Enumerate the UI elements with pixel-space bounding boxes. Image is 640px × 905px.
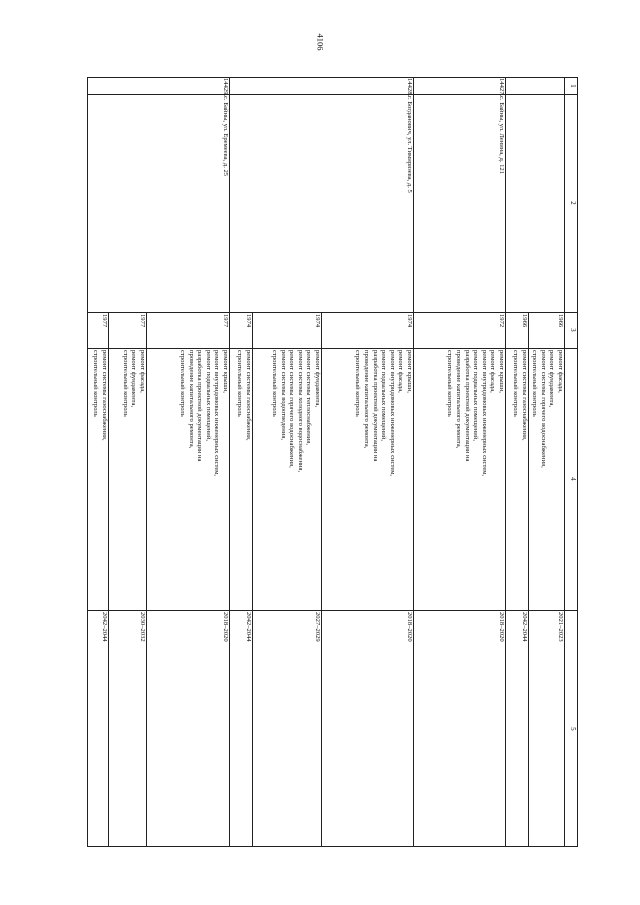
header-col-3: 3 bbox=[569, 328, 576, 332]
row-period: 2027–2029 bbox=[314, 612, 321, 642]
row-year: 1977 bbox=[101, 314, 108, 328]
row-works: ремонт системы газоснабжения, строительный контроль bbox=[92, 350, 108, 441]
row-address: с. Байны, ул. Еремеева, д. 25 bbox=[222, 96, 229, 177]
row-year: 1966 bbox=[557, 314, 564, 328]
row-year: 1974 bbox=[314, 314, 321, 328]
row-period: 2030–2032 bbox=[139, 612, 146, 642]
table-area bbox=[87, 77, 578, 847]
row-works: ремонт крыши, ремонт фасада, ремонт внутридомовых инженерных систем, ремонт подвальных помещений, разработка проектной документации на проведение капитального ремонта, строительный контроль bbox=[354, 350, 413, 477]
row-address: с. Байны, ул. Ленина, д. 121 bbox=[498, 96, 505, 175]
row-period: 2018–2020 bbox=[498, 612, 505, 642]
header-col-4: 4 bbox=[569, 477, 576, 481]
row-number: 14427. bbox=[498, 78, 505, 97]
row-number: 14429. bbox=[222, 78, 229, 97]
row-year: 1972 bbox=[498, 314, 505, 328]
row-works: ремонт системы газоснабжения, строительный контроль bbox=[236, 350, 252, 441]
row-works: ремонт крыши, ремонт фасада, ремонт внутридомовых инженерных систем, ремонт подвальных помещений, разработка проектной документации на проведение капитального ремонта, строительный контроль bbox=[446, 350, 505, 477]
row-number: 14428. bbox=[406, 78, 413, 97]
row-period: 2042–2044 bbox=[521, 612, 528, 642]
row-period: 2018–2020 bbox=[406, 612, 413, 642]
row-address bbox=[506, 94, 565, 312]
row-period: 2042–2044 bbox=[245, 612, 252, 642]
row-period: 2018–2020 bbox=[222, 612, 229, 642]
row-works: ремонт фасада, ремонт фундамента, строительный контроль bbox=[121, 350, 146, 417]
row-works: ремонт системы газоснабжения, строительный контроль bbox=[512, 350, 528, 441]
row-year: 1966 bbox=[521, 314, 528, 328]
row-period: 2042–2044 bbox=[101, 612, 108, 642]
row-year: 1977 bbox=[139, 314, 146, 328]
row-year: 1977 bbox=[222, 314, 229, 328]
header-col-5: 5 bbox=[569, 727, 576, 731]
header-col-2: 2 bbox=[569, 201, 576, 205]
row-period: 2021–2023 bbox=[557, 612, 564, 642]
row-works: ремонт крыши, ремонт внутридомовых инженерных систем, ремонт подвальных помещений, разработка проектной документации на проведение капитального ремонта, строительный контроль bbox=[179, 350, 229, 477]
row-year: 1974 bbox=[406, 314, 413, 328]
row-works: ремонт фундамента, ремонт системы теплоснабжения, ремонт системы холодного водоснабжения, ремонт системы горячего водоснабжения, ремонт системы водоотведения, строительный контроль bbox=[271, 350, 321, 473]
row-number bbox=[506, 78, 565, 94]
page-number: 4106 bbox=[315, 33, 325, 51]
row-works: ремонт фасада, ремонт фундамента, ремонт системы горячего водоснабжения, строительный контроль bbox=[531, 350, 564, 468]
row-address: г. Богданович, ул. Тимирязева, д. 5 bbox=[406, 96, 413, 193]
header-col-1: 1 bbox=[569, 84, 576, 88]
works-table bbox=[87, 77, 578, 847]
row-year: 1974 bbox=[245, 314, 252, 328]
